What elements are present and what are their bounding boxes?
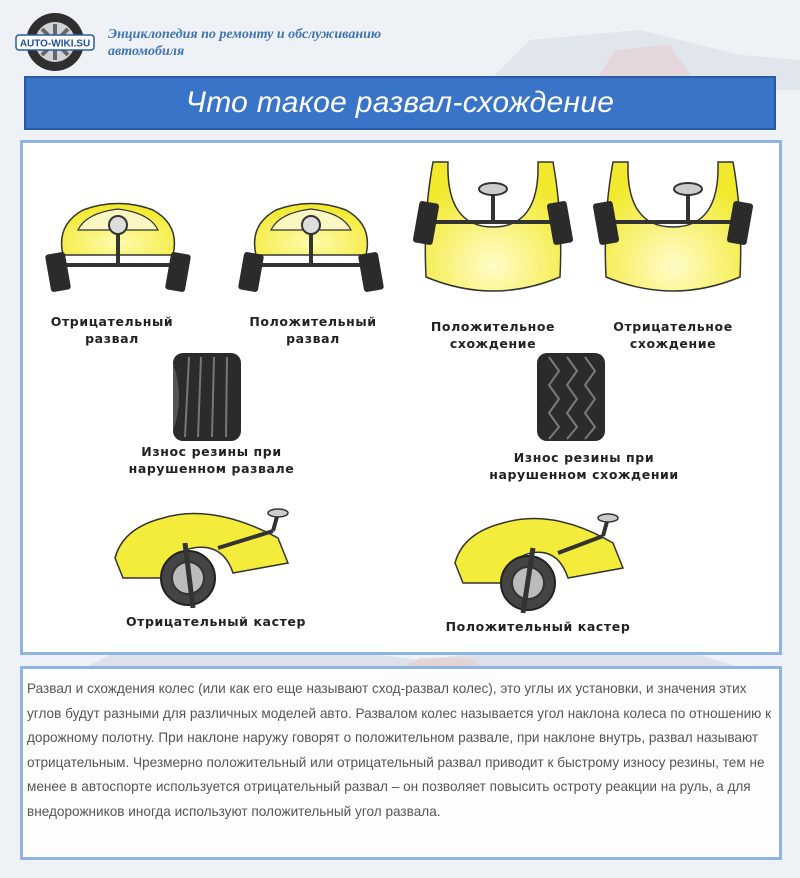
caption-camber-wear: Износ резины при нарушенном развале	[128, 444, 295, 476]
negative-caster-car-illustration	[113, 503, 323, 608]
title-banner	[24, 76, 776, 130]
caption-positive-camber: Положительный развал	[249, 314, 377, 346]
negative-toe-car-illustration	[588, 157, 758, 307]
article-text-box	[20, 666, 782, 860]
caption-positive-caster: Положительный кастер	[445, 619, 631, 634]
site-header	[0, 0, 800, 78]
tire-wear-toe-illustration	[535, 351, 607, 443]
diagram-panel	[20, 140, 782, 655]
caption-toe-wear: Износ резины при нарушенном схождении	[489, 450, 679, 482]
logo-text: AUTO-WIKI.SU	[19, 38, 91, 50]
negative-camber-car-illustration	[38, 185, 198, 295]
caption-positive-toe: Положительное схождение	[430, 319, 556, 351]
tire-wear-camber-illustration	[171, 351, 243, 443]
page-title: Что такое развал-схождение	[185, 86, 615, 119]
caption-negative-camber: Отрицательный развал	[50, 314, 174, 346]
caption-negative-toe: Отрицательное схождение	[613, 319, 733, 351]
caption-negative-caster: Отрицательный кастер	[125, 614, 307, 629]
positive-camber-car-illustration	[231, 185, 391, 295]
positive-caster-car-illustration	[453, 508, 653, 613]
article-paragraph: Развал и схождения колес (или как его еще называют сход-развал колес), это углы их установки, и значения этих углов будут разными для различных моделей авто. Развалом колес называется угол наклона колеса по отношению к дорожному полотну. При наклоне наружу говорят о положительном развале, при наклоне внутрь, развал называют отрицательным. Чрезмерно положительный или отрицательный развал приводит к быстрому износу резины, тем не менее в автоспорте используется отрицательный развал – он позволяет повысить остроту реакции на руль, а для внедорожников иногда используют положительный угол развала.	[27, 681, 772, 819]
site-logo[interactable]	[14, 10, 96, 74]
site-description: Энциклопедия по ремонту и обслуживанию автомобиля	[108, 27, 382, 59]
positive-toe-car-illustration	[408, 157, 578, 307]
